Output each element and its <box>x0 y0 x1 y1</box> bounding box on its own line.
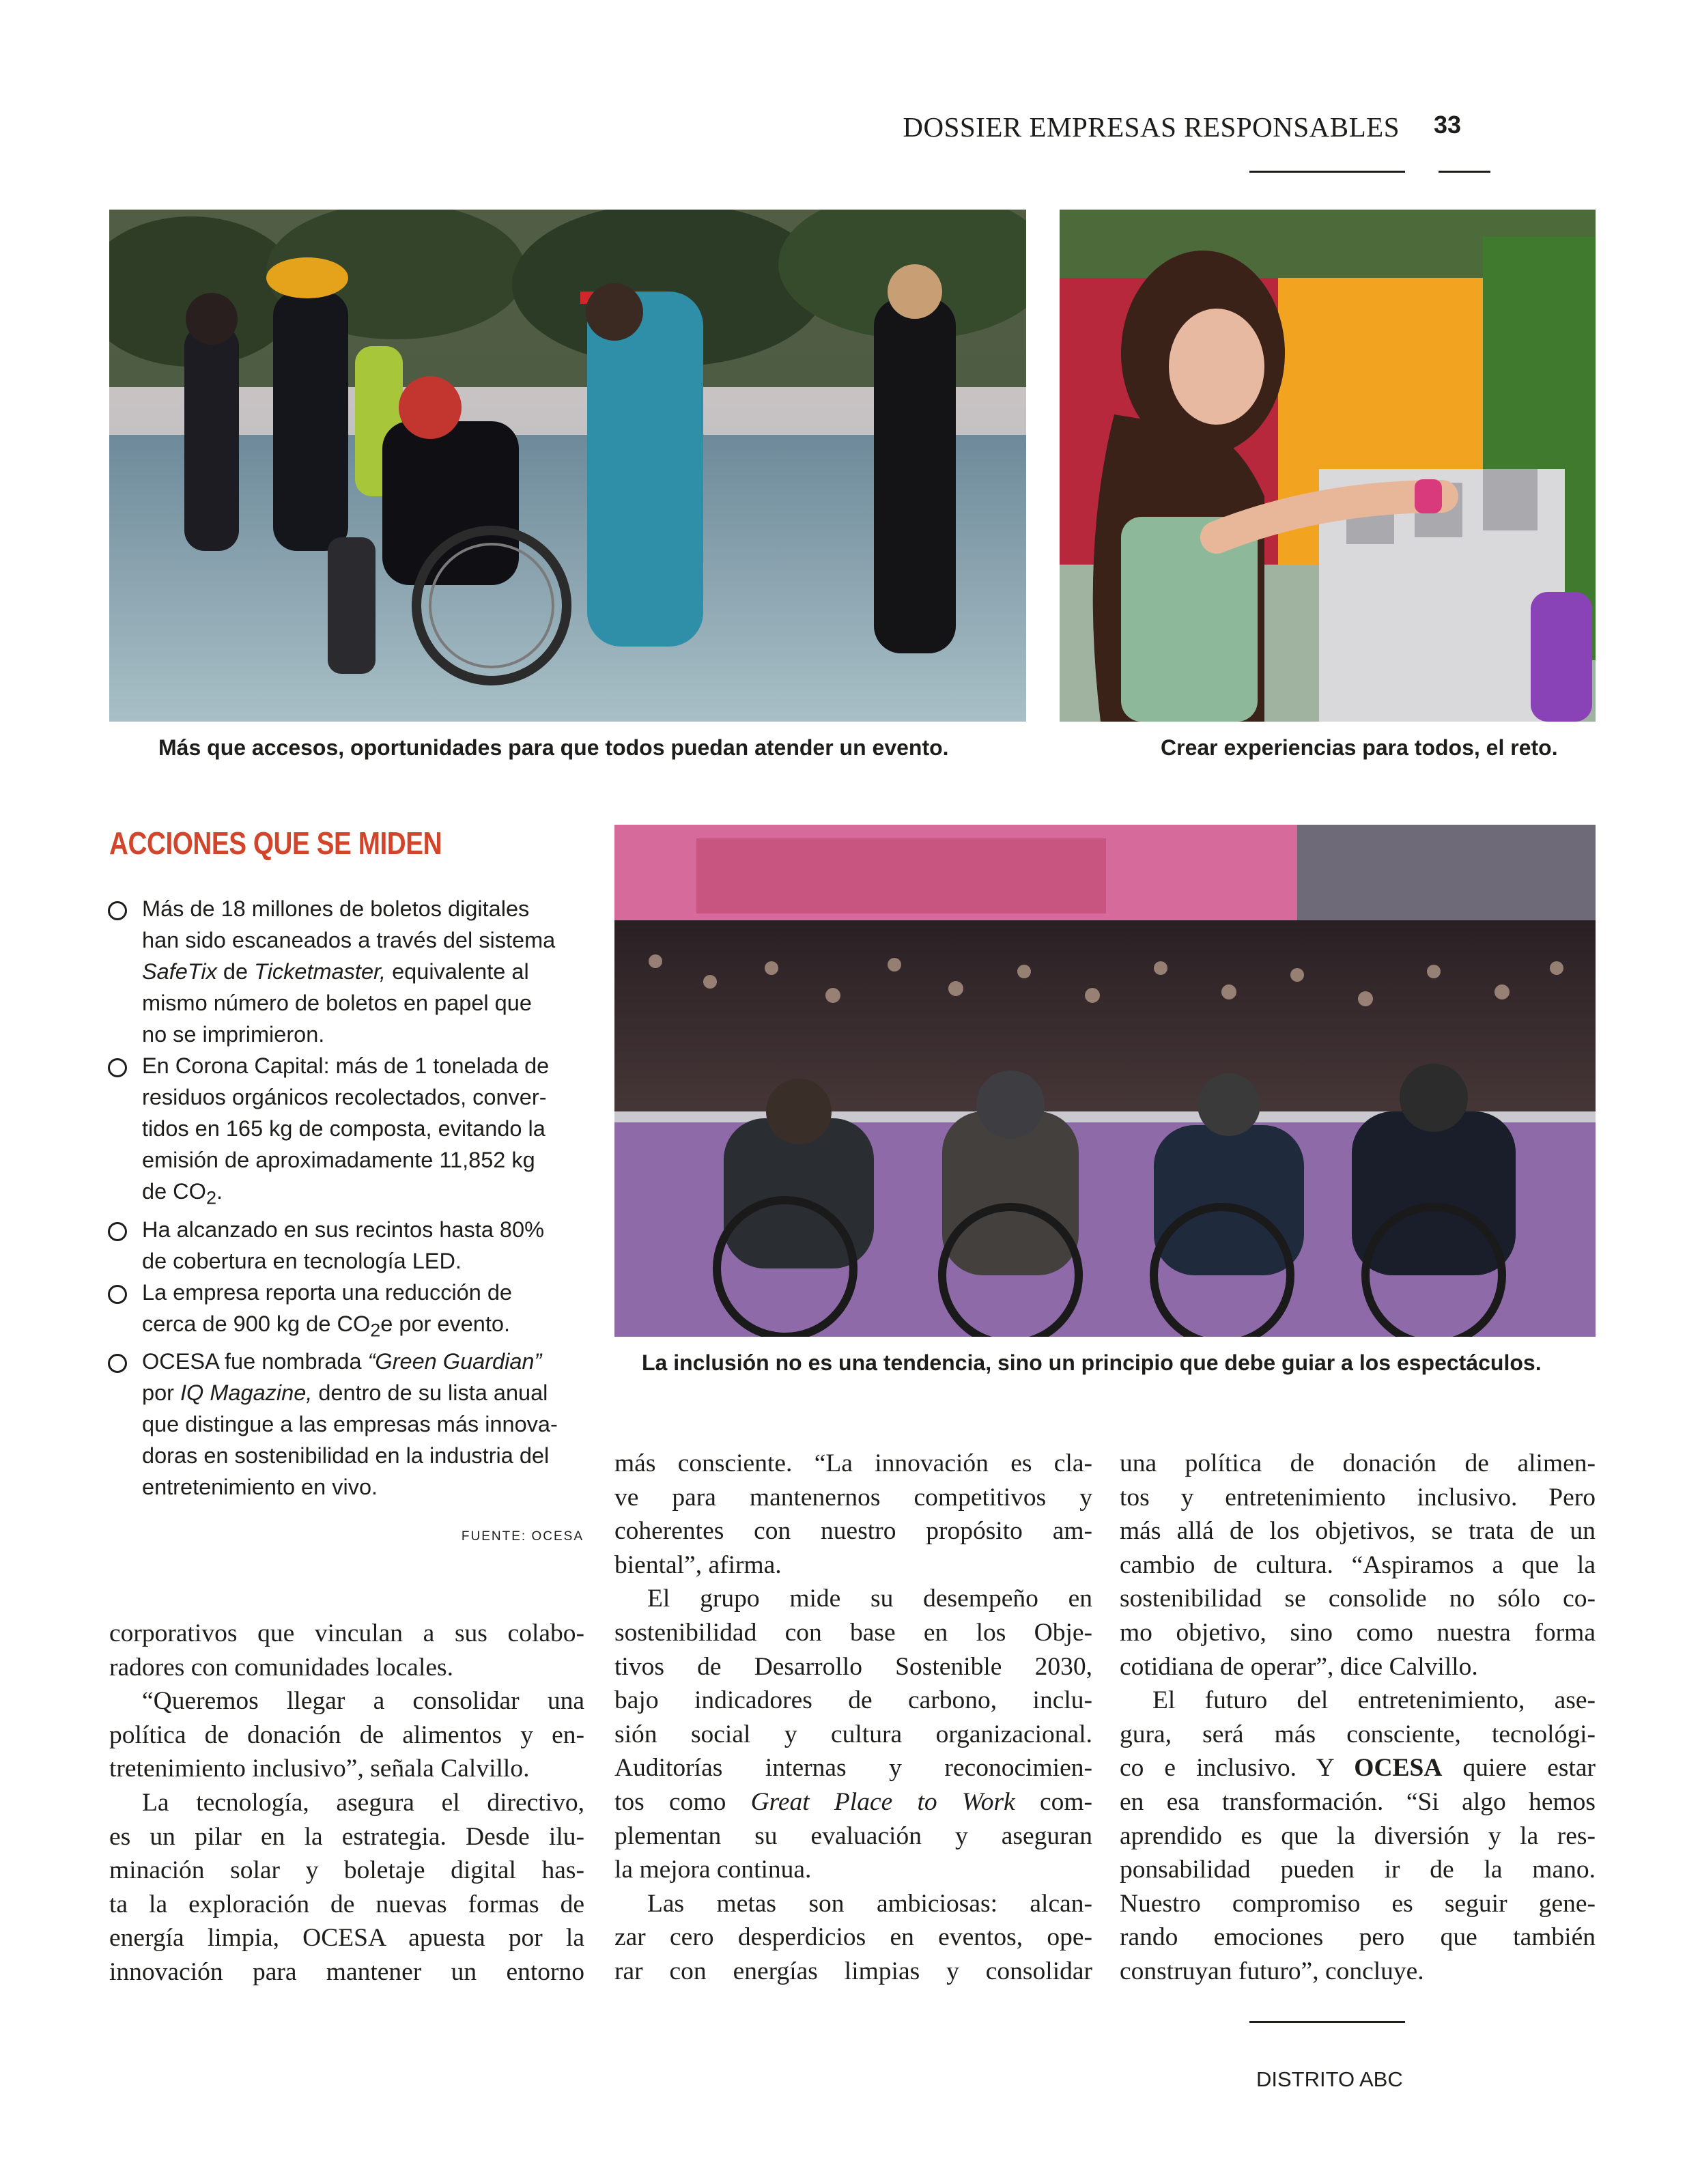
section-title: DOSSIER EMPRESAS RESPONSABLES <box>903 111 1400 143</box>
publication-name: DISTRITO ABC <box>1256 2067 1403 2091</box>
photo-caption-wheelchair: Más que accesos, oportunidades para que todos puedan atender un evento. <box>158 735 949 760</box>
article-column-3: una política de donación de alimen- tos y entretenimiento inclusivo. Pero más allá de los objetivos, se trata de un cambio de cultura. “Aspiramos a que la sostenibilidad se consolide no sólo co- mo objetivo, sino como nuestra forma cotidiana de operar”, dice Calvillo. El futuro del entretenimiento, ase- gura, será más consciente, tecnológi- co e inclusivo. Y OCESA quiere estar en esa transformación. “Si algo hemos aprendido es que la diversión y la res- ponsabilidad pueden ir de la mano. Nuestro compromiso es seguir gene- rando emociones pero que también construyan futuro”, concluye. <box>1120 1449 1596 1985</box>
footer-rule <box>1249 2021 1405 2023</box>
great-place-line: tos como Great Place to Work com- <box>614 1787 1092 1816</box>
header-rule-left <box>1249 171 1405 173</box>
sidebar-list <box>108 893 586 1503</box>
circle-bullet-icon <box>108 901 127 920</box>
circle-bullet-icon <box>108 1354 127 1373</box>
sidebar-item: Más de 18 millones de boletos digitales han sido escaneados a través del sistema SafeTix de Ticketmaster, equivalente al mismo número de boletos en papel que no se imprimieron. <box>108 893 586 1050</box>
sidebar-item: OCESA fue nombrada “Green Guardian” por IQ Magazine, dentro de su lista anual que distingue a las empresas más innova- doras en sostenibilidad en la industria del entretenimiento en vivo. <box>108 1346 586 1503</box>
ocesa-line: co e inclusivo. Y OCESA quiere estar <box>1120 1754 1596 1783</box>
circle-bullet-icon <box>108 1285 127 1304</box>
photo-wheelchair-festival <box>109 210 1026 722</box>
header-rule-right <box>1439 171 1490 173</box>
circle-bullet-icon <box>108 1222 127 1241</box>
photo-caption-water: Crear experiencias para todos, el reto. <box>1161 735 1558 760</box>
sidebar-title: ACCIONES QUE SE MIDEN <box>109 825 442 861</box>
photo-concert-inclusion <box>614 825 1596 1337</box>
photo-water-station <box>1060 210 1596 722</box>
page-number: 33 <box>1434 111 1462 139</box>
article-column-2: más consciente. “La innovación es cla- ve para mantenernos competitivos y coherentes con nuestro propósito am- biental”, afirma. El grupo mide su desempeño en sostenibilidad con base en los Obje- tivos de Desarrollo Sostenible 2030, bajo indicadores de carbono, inclu- sión social y cultura organizacional. Auditorías internas y reconocimien- tos como Great Place to Work com- plementan su evaluación y aseguran la mejora continua. Las metas son ambiciosas: alcan- zar cero desperdicios en eventos, ope- rar con energías limpias y consolidar <box>614 1449 1092 1985</box>
sidebar-source: FUENTE: OCESA <box>461 1529 584 1544</box>
photo-caption-concert: La inclusión no es una tendencia, sino un principio que debe guiar a los espectáculos. <box>642 1350 1542 1375</box>
circle-bullet-icon <box>108 1058 127 1077</box>
sidebar-item: Ha alcanzado en sus recintos hasta 80% de cobertura en tecnología LED. <box>108 1214 586 1277</box>
sidebar-item: En Corona Capital: más de 1 tonelada de residuos orgánicos recolectados, conver- tidos en 165 kg de composta, evitando la emisión de aproximadamente 11,852 kg de $CO_2$. <box>108 1050 586 1214</box>
article-column-1: corporativos que vinculan a sus colabo- radores con comunidades locales. “Queremos llegar a consolidar una política de donación de alimentos y en- tretenimiento inclusivo”, señala Calvillo. La tecnología, asegura el directivo, es un pilar en la estrategia. Desde ilu- minación solar y boletaje digital has- ta la exploración de nuevas formas de energía limpia, OCESA apuesta por la innovación para mantener un entorno <box>109 1619 584 1986</box>
sidebar-item: La empresa reporta una reducción de cerca de 900 kg de $CO_2e$ por evento. <box>108 1277 586 1346</box>
